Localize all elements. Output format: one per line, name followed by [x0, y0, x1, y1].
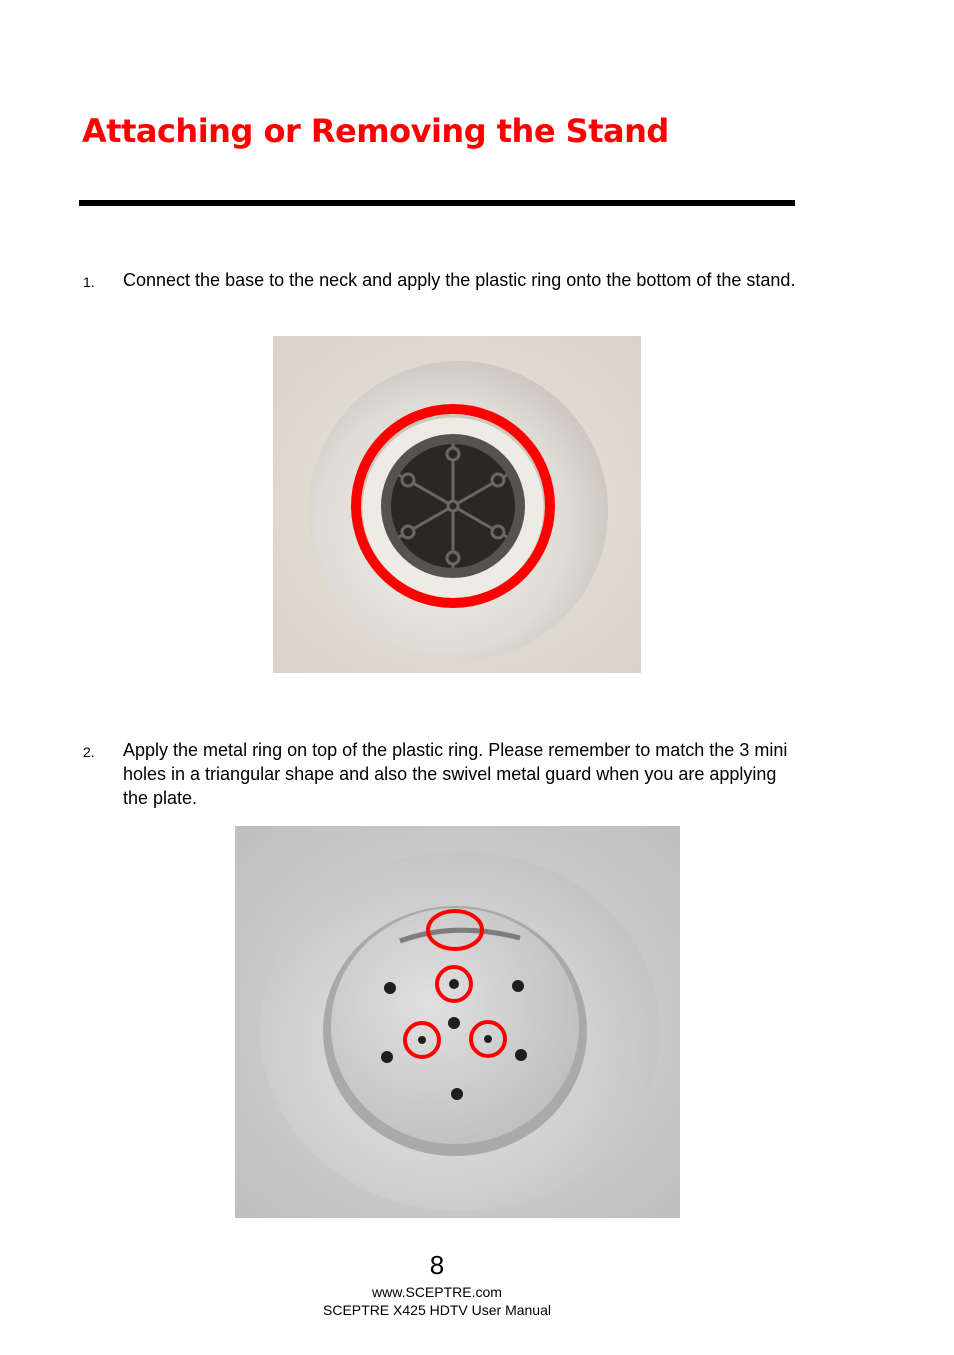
footer-website: www.SCEPTRE.com: [372, 1284, 502, 1300]
metal-ring-photo: [235, 826, 680, 1218]
step-text: Apply the metal ring on top of the plastic ring. Please remember to match the 3 mini holes in a triangular shape and also the swivel metal guard when you are applying the plate.: [123, 740, 788, 808]
title-divider: [79, 200, 795, 206]
page-number: 8: [429, 1250, 445, 1280]
footer-manual-title: SCEPTRE X425 HDTV User Manual: [323, 1302, 551, 1318]
step-number: 2.: [83, 744, 95, 760]
page-title: Attaching or Removing the Stand: [82, 112, 669, 150]
plastic-ring-photo: [273, 336, 641, 673]
step-number: 1.: [83, 274, 95, 290]
step-text: Connect the base to the neck and apply the plastic ring onto the bottom of the stand.: [123, 270, 796, 290]
